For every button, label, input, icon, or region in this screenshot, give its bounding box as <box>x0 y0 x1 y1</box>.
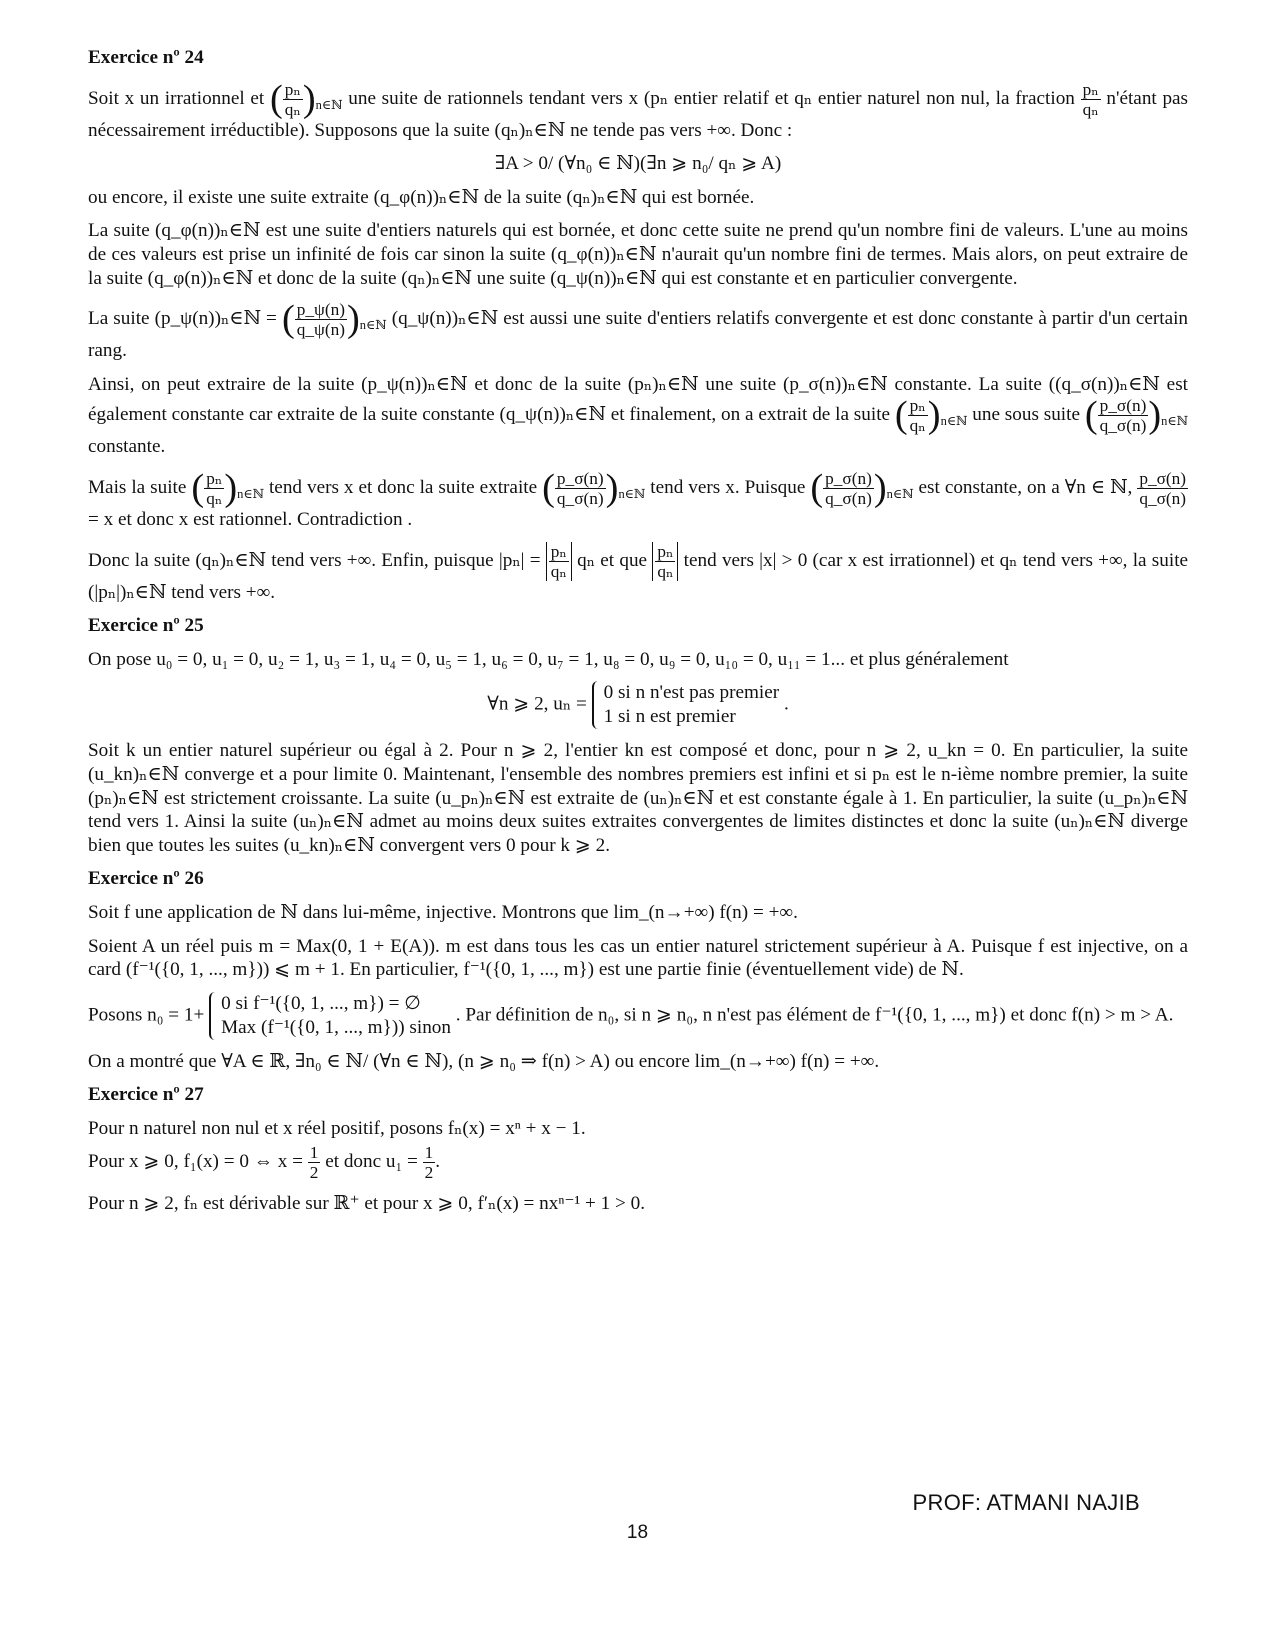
frac-den: qₙ <box>284 99 301 119</box>
ex26-paragraph-3: Posons n₀ = 1+ 0 si f⁻¹({0, 1, ..., m}) = ∅ Max (f⁻¹({0, 1, ..., m})) sinon . Par définition de n₀, si n ⩾ n₀, n n'est pas élément de f⁻¹({0, 1, ..., m}) et donc f(n) > m > A. <box>88 992 1174 1038</box>
ex25-cases-formula: ∀n ⩾ 2, uₙ = 0 si n n'est pas premier 1 si n est premier . <box>487 682 789 728</box>
ex27-paragraph-1: Pour n naturel non nul et x réel positif, posons fₙ(x) = xⁿ + x − 1. <box>88 1118 586 1139</box>
sequence-fraction: ( $\frac{\text{pₙ}}{\text{qₙ}}$ )$_{n\in ℕ}$ <box>269 77 343 120</box>
text: une suite de rationnels tendant vers x (pₙ entier relatif et qₙ entier naturel non nul, la fraction <box>348 87 1075 109</box>
exercise-27-title: Exercice nº 27 <box>88 1084 204 1106</box>
document-body <box>88 46 1188 1225</box>
ex27-paragraph-3: Pour n ⩾ 2, fₙ est dérivable sur ℝ⁺ et pour x ⩾ 0, f′ₙ(x) = nxⁿ⁻¹ + 1 > 0. <box>88 1192 646 1214</box>
ex24-paragraph-7: Donc la suite (qₙ)ₙ∈ℕ tend vers +∞. Enfin, puisque |pₙ| = $\frac{\text{pₙ}}{\text{qₙ}}$ qₙ et que $\frac{\text{pₙ}}{\text{qₙ}}$ tend vers |x| > 0 (car x est irrationnel) et qₙ tend vers +∞, la suite (|pₙ|)ₙ∈ℕ tend vers +∞. <box>88 541 1189 603</box>
exercise-24-title: Exercice nº 24 <box>88 47 204 68</box>
ex24-paragraph-2: ou encore, il existe une suite extraite (q_φ(n))ₙ∈ℕ de la suite (qₙ)ₙ∈ℕ qui est bornée. <box>88 186 755 208</box>
frac-num: pₙ <box>284 79 301 99</box>
ex26-paragraph-1: Soit f une application de ℕ dans lui-même, injective. Montrons que lim_(n→+∞) f(n) = +∞. <box>88 902 798 924</box>
frac-sub: n∈ℕ <box>315 97 343 112</box>
author-footer: PROF: ATMANI NAJIB <box>912 1490 1140 1515</box>
page-number: 18 <box>626 1522 649 1543</box>
ex26-paragraph-4: On a montré que ∀A ∈ ℝ, ∃n₀ ∈ ℕ/ (∀n ∈ ℕ), (n ⩾ n₀ ⇒ f(n) > A) ou encore lim_(n→+∞) f(n) = +∞. <box>88 1050 880 1072</box>
exercise-26-title: Exercice nº 26 <box>88 868 204 890</box>
cases-brace: 0 si n n'est pas premier 1 si n est premier <box>592 681 780 729</box>
ex24-paragraph-3: La suite (q_φ(n))ₙ∈ℕ est une suite d'entiers naturels qui est bornée, et donc cette suite ne prend qu'un nombre fini de valeurs. L'une au moins de ces valeurs est prise un infinité de fois car sinon la suite (q_φ(n))ₙ∈ℕ n'aurait qu'un nombre fini de termes. Mais alors, on peut extraire de la suite (q_φ(n))ₙ∈ℕ et donc de la suite (qₙ)ₙ∈ℕ une suite (q_ψ(n))ₙ∈ℕ qui est constante et en particulier convergente. <box>88 220 1188 289</box>
text: Soit x un irrationnel et <box>88 87 265 109</box>
cases-brace: 0 si f⁻¹({0, 1, ..., m}) = ∅ Max (f⁻¹({0, 1, ..., m})) sinon <box>209 992 451 1040</box>
ex24-formula-1: ∃A > 0/ (∀n₀ ∈ ℕ)(∃n ⩾ n₀/ qₙ ⩾ A) <box>494 153 782 175</box>
ex24-paragraph-5: Ainsi, on peut extraire de la suite (p_ψ(n))ₙ∈ℕ et donc de la suite (pₙ)ₙ∈ℕ une suite (p_σ(n))ₙ∈ℕ constante. La suite ((q_σ(n))ₙ∈ℕ est également constante car extraite de la suite constante (q_ψ(n))ₙ∈ℕ et finalement, on a extrait de la suite ( $\frac{\text{pₙ}}{\text{qₙ}}$ )$_{n\in ℕ}$ une sous suite ( $\frac{p\_\sigma(n)}{q\_\sigma(n)}$ )$_{n\in ℕ}$ constante. <box>88 373 1189 458</box>
ex24-paragraph-1 <box>88 77 1189 143</box>
exercise-25-title: Exercice nº 25 <box>88 615 204 637</box>
ex25-paragraph-2: Soit k un entier naturel supérieur ou égal à 2. Pour n ⩾ 2, l'entier kn est composé et donc, pour n ⩾ 2, u_kn = 0. En particulier, la suite (u_kn)ₙ∈ℕ converge et a pour limite 0. Maintenant, l'ensemble des nombres premiers est infini et si pₙ est le n-ième nombre premier, la suite (pₙ)ₙ∈ℕ est strictement croissante. La suite (u_pₙ)ₙ∈ℕ est extraite de (uₙ)ₙ∈ℕ et est constante égale à 1. En particulier, la suite (u_pₙ)ₙ∈ℕ tend vers 1. Ainsi la suite (uₙ)ₙ∈ℕ admet au moins deux suites extraites convergentes de limites distinctes et donc la suite (uₙ)ₙ∈ℕ diverge bien que toutes les suites (u_kn)ₙ∈ℕ convergent vers 0 pour k ⩾ 2. <box>88 740 1188 856</box>
text: n'étant pas nécessairement irréductible). Supposons que la suite (qₙ)ₙ∈ℕ ne tende pas vers +∞. Donc : <box>88 87 1189 141</box>
fraction-pn-qn: $\frac{\text{pₙ}}{\text{qₙ}}$ <box>1082 79 1099 119</box>
ex27-paragraph-2: Pour x ⩾ 0, f₁(x) = 0 ⇔ x = $\frac{1}{2}$ et donc u₁ = $\frac{1}{2}$ . <box>88 1142 441 1182</box>
ex24-paragraph-6: Mais la suite ( $\frac{\text{pₙ}}{\text{qₙ}}$ )$_{n\in ℕ}$ tend vers x et donc la suite extraite ( $\frac{p\_\sigma(n)}{q\_\sigma(n)}$ )$_{n\in ℕ}$ tend vers x. Puisque ( $\frac{p\_\sigma(n)}{q\_\sigma(n)}$ )$_{n\in ℕ}$ est constante, on a ∀n ∈ ℕ, $\frac{p\_\sigma(n)}{q\_\sigma(n)}$ = x et donc x est rationnel. Contradiction . <box>88 466 1187 531</box>
ex26-paragraph-2: Soient A un réel puis m = Max(0, 1 + E(A)). m est dans tous les cas un entier naturel strictement supérieur à A. Puisque f est injective, on a card (f⁻¹({0, 1, ..., m})) ⩽ m + 1. En particulier, f⁻¹({0, 1, ..., m}) est une partie finie (éventuellement vide) de ℕ. <box>88 935 1188 981</box>
ex24-paragraph-4: La suite (p_ψ(n))ₙ∈ℕ = ( $\frac{p\_\psi(n)}{q\_\psi(n)}$ )$_{n\in ℕ}$ (q_ψ(n))ₙ∈ℕ est aussi une suite d'entiers relatifs convergente et est donc constante à partir d'un certain rang. <box>88 297 1189 362</box>
ex25-paragraph-1: On pose u₀ = 0, u₁ = 0, u₂ = 1, u₃ = 1, u₄ = 0, u₅ = 1, u₆ = 0, u₇ = 1, u₈ = 0, u₉ = 0, u₁₀ = 0, u₁₁ = 1... et plus généralement <box>88 648 1009 670</box>
